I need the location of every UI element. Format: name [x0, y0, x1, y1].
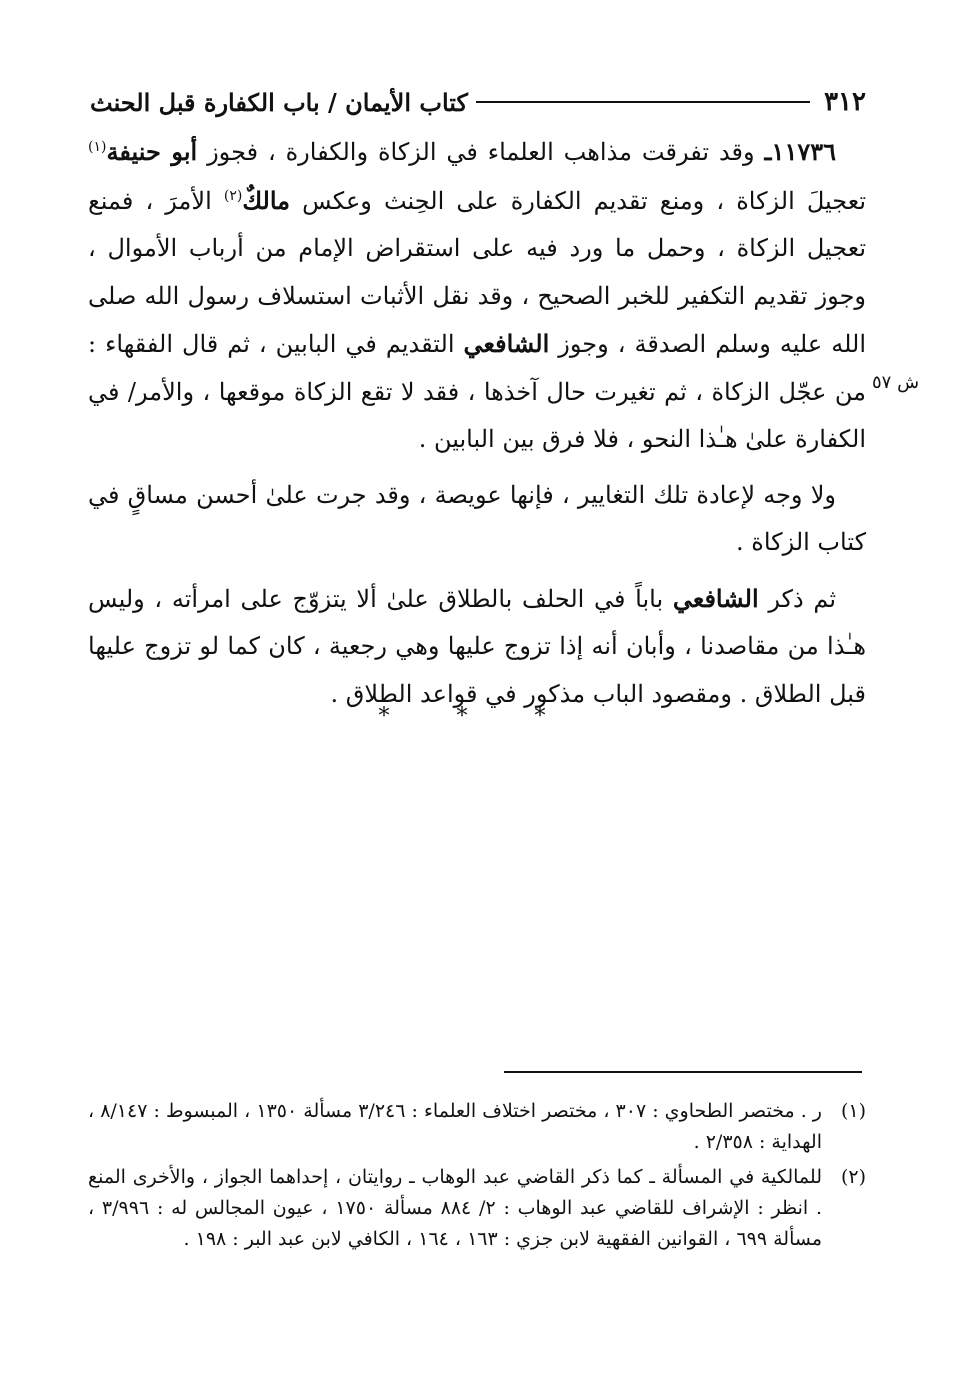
text-run: التقديم في البابين ، ثم قال الفقهاء : من عجّل الزكاة ، ثم تغيرت حال آخذها ، فقد لا تقع الزكاة موقعها ، والأمر/ في الكفارة علىٰ هـٰذا النحو ، فلا فرق بين البابين . — [88, 330, 866, 453]
page-header — [90, 82, 866, 122]
text-run: تعجيلَ الزكاة ، ومنع تقديم الكفارة على الحِنث وعكس — [290, 186, 866, 215]
header-rule — [476, 101, 810, 103]
paragraph-issue — [88, 128, 866, 464]
name-shafii: الشافعي — [463, 329, 550, 358]
footnote-1 — [88, 1096, 866, 1158]
text-run: باباً في الحلف بالطلاق علىٰ ألا يتزوّج على امرأته ، وليس هـٰذا من مقاصدنا ، وأبان أنه إذا تزوج عليها وهي رجعية ، كان كما لو تزوج عليها قبل الطلاق . ومقصود الباب مذكور في قواعد الطلاق . — [88, 584, 866, 708]
footnote-text: ر . مختصر الطحاوي : ٣٠٧ ، مختصر اختلاف العلماء : ٣/٢٤٦ مسألة ١٣٥٠ ، المبسوط : ٨/١٤٧ ، الهداية : ٢/٣٥٨ . — [88, 1100, 822, 1153]
footnotes — [88, 1096, 866, 1259]
footnote-text: للمالكية في المسألة ـ كما ذكر القاضي عبد الوهاب ـ روايتان ، إحداهما الجواز ، والأخرى المنع . انظر : الإشراف للقاضي عبد الوهاب : ٢/ ٨٨٤ مسألة ١٧٥٠ ، عيون المجالس له : ٣/٩٩٦ ، مسألة ٦٩٩ ، القوانين الفقهية لابن جزي : ١٦٣ ، ١٦٤ ، الكافي لابن عبد البر : ١٩٨ . — [88, 1166, 822, 1250]
running-title: كتاب الأيمان / باب الكفارة قبل الحنث — [90, 87, 468, 117]
paragraph-3 — [88, 575, 866, 719]
section-ornament: * * * — [378, 704, 576, 729]
main-text — [88, 128, 866, 726]
footnote-mark: (١) — [840, 1100, 866, 1122]
name-malik: مالكٌ — [242, 185, 291, 215]
footnote-mark: (٢) — [840, 1166, 866, 1188]
issue-number: ١١٧٣٦ـ — [764, 137, 836, 166]
footnote-rule — [504, 1071, 862, 1073]
footnote-ref-1: (١) — [88, 139, 107, 155]
name-abu-hanifa: أبو حنيفة — [106, 137, 198, 166]
text-run: ثم ذكر — [758, 584, 837, 613]
footnote-2 — [88, 1162, 866, 1255]
text-run: الأمرَ ، فمنع تعجيل الزكاة ، وحمل ما ورد فيه على استقراض الإمام من أرباب الأموال ، وجوز تقديم التكفير للخبر الصحيح ، وقد نقل الأثبات استسلاف رسول الله صلى الله عليه وسلم الصدقة ، وجوز — [88, 186, 867, 358]
margin-note: ش ٥٧ — [872, 372, 920, 393]
text-run: وقد تفرقت مذاهب العلماء في الزكاة والكفارة ، فجوز — [197, 138, 765, 166]
paragraph-2: ولا وجه لإعادة تلك التغايير ، فإنها عويصة ، وقد جرت علىٰ أحسن مساقٍ في كتاب الزكاة . — [88, 480, 866, 556]
page-number: ٣١٢ — [824, 87, 866, 117]
footnote-ref-2: (٢) — [223, 187, 243, 204]
name-shafii: الشافعي — [672, 583, 759, 613]
